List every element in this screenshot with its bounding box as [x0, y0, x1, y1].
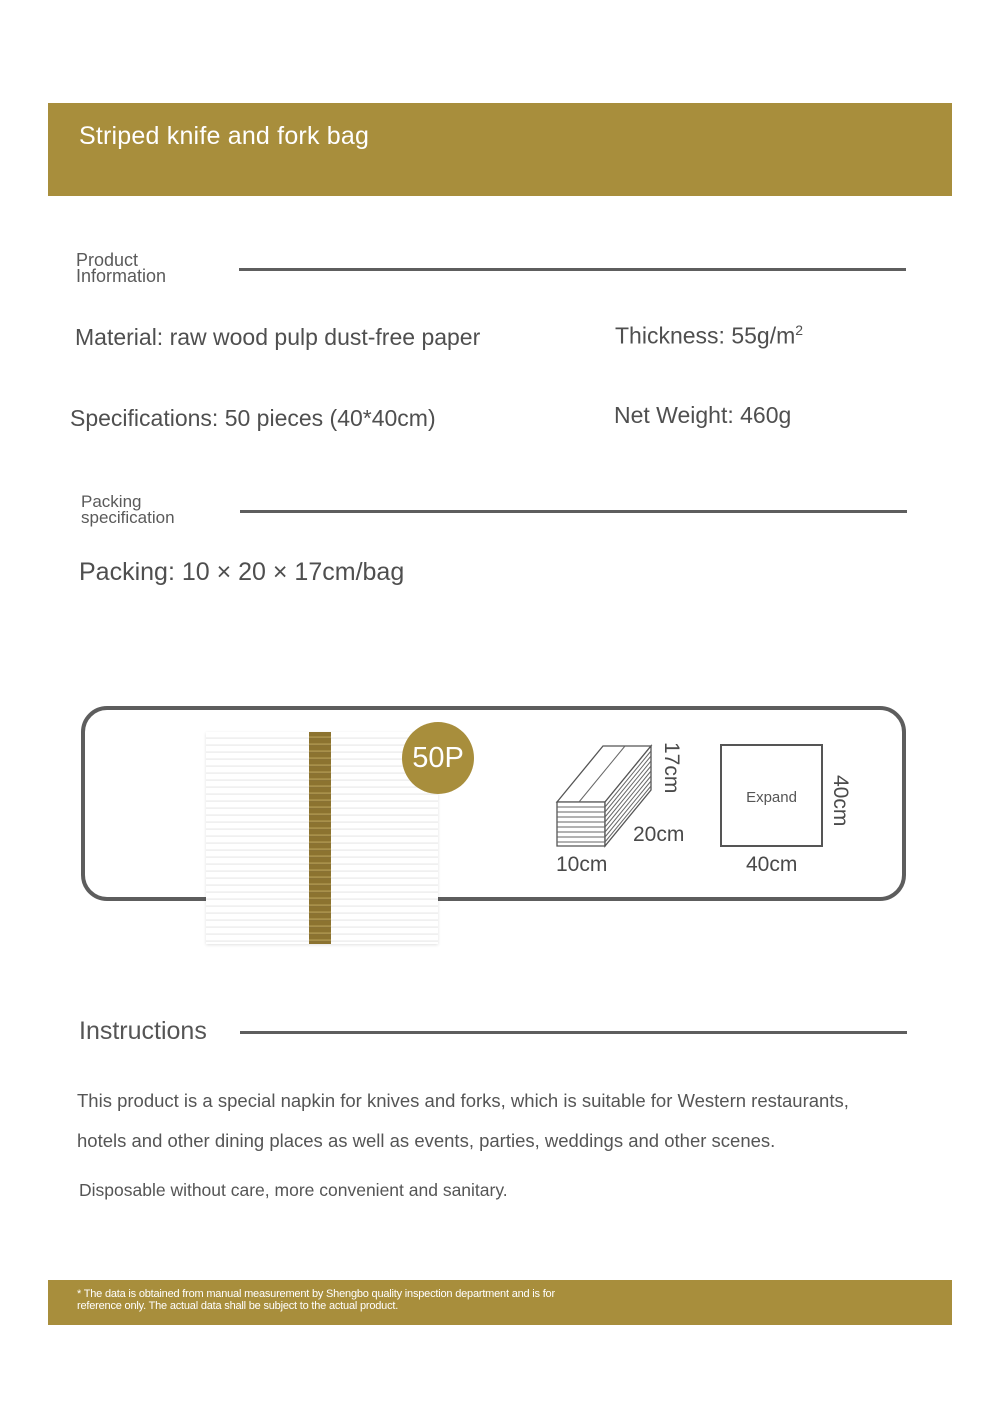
thickness-superscript: 2 [795, 322, 804, 338]
footer-note-line-2: reference only. The actual data shall be subject to the actual product. [77, 1300, 399, 1312]
folded-height-label: 17cm [660, 742, 683, 794]
folded-width-label: 10cm [556, 853, 608, 876]
footer-note [77, 1288, 677, 1312]
thickness-value: Thickness: 55g/m [615, 322, 796, 349]
folded-length-label: 20cm [633, 823, 685, 846]
instructions-line-1: This product is a special napkin for knives and forks, which is suitable for Western restaurants, [77, 1090, 849, 1111]
packing-specification-divider [240, 510, 907, 513]
product-information-label: Product Information [76, 250, 167, 286]
instructions-line-3: Disposable without care, more convenient and sanitary. [79, 1180, 508, 1200]
product-information-divider [239, 268, 906, 271]
expand-label: Expand [746, 789, 797, 806]
expanded-height-label: 40cm [829, 775, 852, 827]
instructions-heading: Instructions [79, 1017, 207, 1045]
expanded-width-label: 40cm [746, 853, 798, 876]
footer-note-line-1: * The data is obtained from manual measurement by Shengbo quality inspection department and is for [77, 1288, 555, 1300]
instructions-line-2: hotels and other dining places as well as events, parties, weddings and other scenes. [77, 1130, 776, 1151]
net-weight-text: Net Weight: 460g [614, 402, 792, 428]
napkin-gold-stripe [309, 732, 331, 944]
specifications-text: Specifications: 50 pieces (40*40cm) [70, 405, 436, 431]
quantity-badge: 50P [402, 722, 474, 794]
packing-text: Packing: 10 × 20 × 17cm/bag [79, 558, 405, 586]
thickness-text [615, 322, 803, 350]
instructions-divider [240, 1031, 907, 1034]
packing-specification-label: Packing specification [81, 492, 175, 527]
page-title: Striped knife and fork bag [79, 122, 370, 150]
footer-note-bar [48, 1280, 952, 1325]
expanded-napkin-box [720, 744, 823, 847]
header-banner [48, 103, 952, 196]
material-text: Material: raw wood pulp dust-free paper [75, 324, 481, 350]
